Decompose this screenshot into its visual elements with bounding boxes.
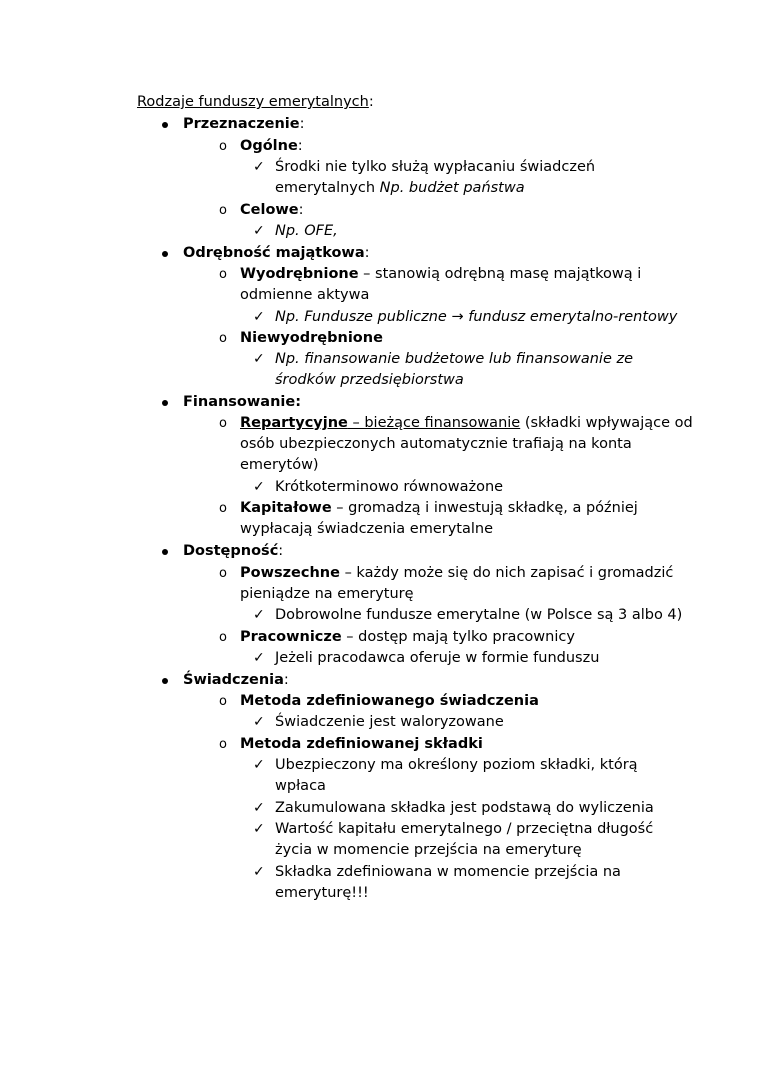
- ring-bullet-icon: o: [219, 267, 227, 282]
- item-powszechne: Powszechne – każdy może się do nich zapisać i gromadzić: [240, 565, 674, 581]
- wyodrebnione-check: Np. Fundusze publiczne → fundusz emerytalno-rentowy: [275, 309, 678, 325]
- skladki-check3-line2: życia w momencie przejścia na emeryturę: [275, 842, 582, 858]
- ring-bullet-icon: o: [219, 566, 227, 581]
- pracownicze-check: Jeżeli pracodawca oferuje w formie funduszu: [275, 650, 600, 666]
- repartycyjne-line3: emerytów): [240, 457, 319, 473]
- wyodrebnione-line2: odmienne aktywa: [240, 287, 370, 303]
- bullet-dot-icon: [162, 243, 168, 264]
- skladki-check4-line2: emeryturę!!!: [275, 885, 369, 901]
- document-title: Rodzaje funduszy emerytalnych:: [137, 94, 374, 110]
- repartycyjne-line2: osób ubezpieczonych automatycznie trafiają na konta: [240, 436, 632, 452]
- check-icon: ✓: [253, 351, 265, 367]
- bullet-dot-icon: [162, 114, 168, 135]
- check-icon: ✓: [253, 864, 265, 880]
- bullet-dot-icon: [162, 392, 168, 413]
- ring-bullet-icon: o: [219, 737, 227, 752]
- bullet-dot-icon: [162, 541, 168, 562]
- repartycyjne-check: Krótkoterminowo równoważone: [275, 479, 504, 495]
- title-text: Rodzaje funduszy emerytalnych: [137, 94, 369, 110]
- powszechne-line2: pieniądze na emeryturę: [240, 586, 414, 602]
- section-swiadczenia: Świadczenia:: [183, 672, 289, 688]
- section-odrebnosc: Odrębność majątkowa:: [183, 245, 370, 261]
- item-metoda-skladki: Metoda zdefiniowanej składki: [240, 736, 483, 752]
- check-icon: ✓: [253, 757, 265, 773]
- skladki-check3-line1: Wartość kapitału emerytalnego / przeciętna długość: [275, 821, 654, 837]
- check-icon: ✓: [253, 223, 265, 239]
- item-celowe: Celowe:: [240, 202, 304, 218]
- check-icon: ✓: [253, 479, 265, 495]
- kapitalowe-line2: wypłacają świadczenia emerytalne: [240, 521, 493, 537]
- check-icon: ✓: [253, 607, 265, 623]
- check-icon: ✓: [253, 714, 265, 730]
- item-kapitalowe: Kapitałowe – gromadzą i inwestują składkę, a później: [240, 500, 638, 516]
- niewyodrebnione-check-line1: Np. finansowanie budżetowe lub finansowanie ze: [275, 351, 634, 367]
- niewyodrebnione-check-line2: środków przedsiębiorstwa: [275, 372, 464, 388]
- ring-bullet-icon: o: [219, 501, 227, 516]
- item-pracownicze: Pracownicze – dostęp mają tylko pracownicy: [240, 629, 575, 645]
- metoda-swiadczenia-check: Świadczenie jest waloryzowane: [275, 714, 504, 730]
- item-ogolne: Ogólne:: [240, 138, 303, 154]
- ogolne-check-line1: Środki nie tylko służą wypłacaniu świadczeń: [275, 159, 596, 175]
- section-przeznaczenie: Przeznaczenie:: [183, 116, 305, 132]
- skladki-check4-line1: Składka zdefiniowana w momencie przejścia na: [275, 864, 621, 880]
- ogolne-check-line2: emerytalnych Np. budżet państwa: [275, 180, 525, 196]
- item-niewyodrebnione: Niewyodrębnione: [240, 330, 383, 346]
- ring-bullet-icon: o: [219, 630, 227, 645]
- ring-bullet-icon: o: [219, 203, 227, 218]
- ring-bullet-icon: o: [219, 139, 227, 154]
- check-icon: ✓: [253, 650, 265, 666]
- ring-bullet-icon: o: [219, 694, 227, 709]
- celowe-check: Np. OFE,: [275, 223, 338, 239]
- ring-bullet-icon: o: [219, 416, 227, 431]
- check-icon: ✓: [253, 821, 265, 837]
- check-icon: ✓: [253, 800, 265, 816]
- ring-bullet-icon: o: [219, 331, 227, 346]
- section-dostepnosc: Dostępność:: [183, 543, 284, 559]
- skladki-check1-line2: wpłaca: [275, 778, 326, 794]
- check-icon: ✓: [253, 159, 265, 175]
- check-icon: ✓: [253, 309, 265, 325]
- skladki-check1-line1: Ubezpieczony ma określony poziom składki, którą: [275, 757, 638, 773]
- item-repartycyjne: Repartycyjne – bieżące finansowanie (składki wpływające od: [240, 415, 693, 431]
- skladki-check2: Zakumulowana składka jest podstawą do wyliczenia: [275, 800, 654, 816]
- item-metoda-swiadczenia: Metoda zdefiniowanego świadczenia: [240, 693, 539, 709]
- bullet-dot-icon: [162, 670, 168, 691]
- section-finansowanie: Finansowanie:: [183, 394, 302, 410]
- powszechne-check: Dobrowolne fundusze emerytalne (w Polsce są 3 albo 4): [275, 607, 683, 623]
- item-wyodrebnione: Wyodrębnione – stanowią odrębną masę majątkową i: [240, 266, 642, 282]
